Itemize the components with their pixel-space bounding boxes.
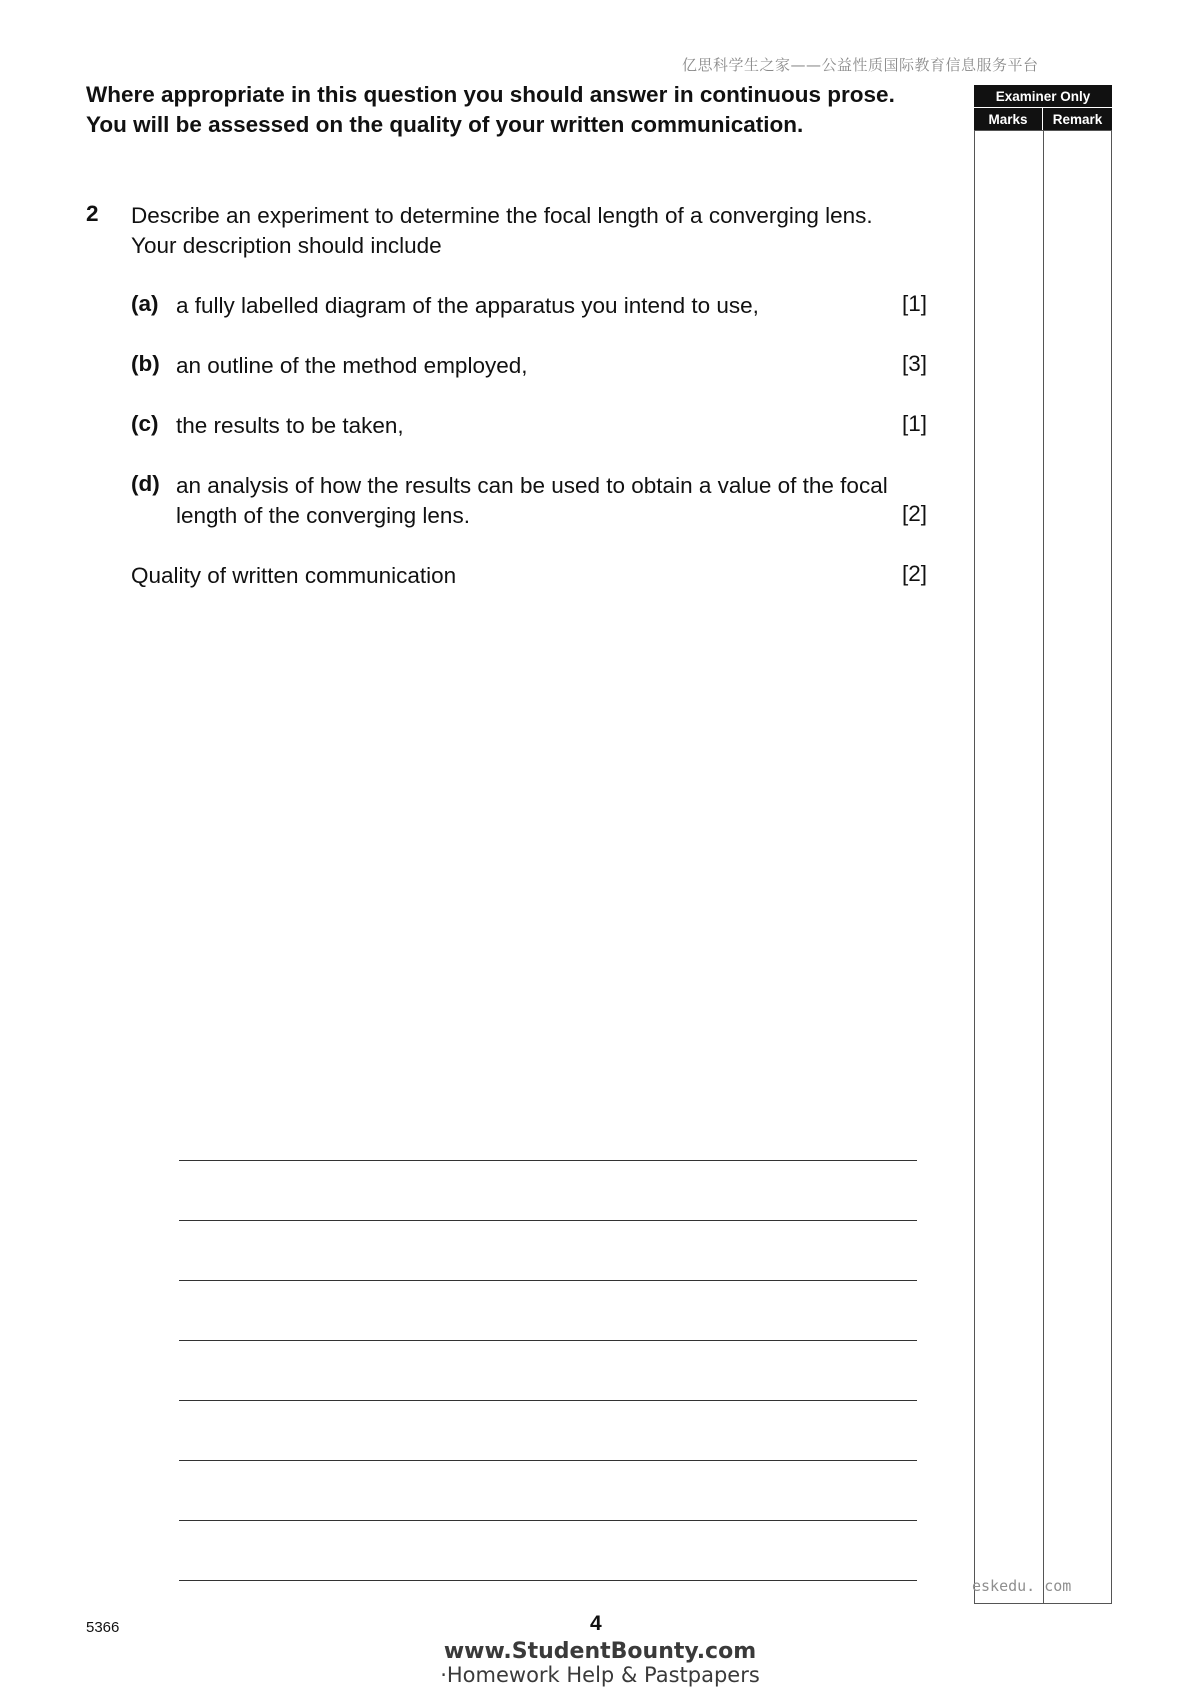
answer-line[interactable] [179,1400,917,1401]
quality-text: Quality of written communication [131,563,457,588]
part-c-letter: (c) [131,411,159,436]
paper-code: 5366 [86,1619,120,1636]
answer-line[interactable] [179,1340,917,1341]
part-a-mark: [1] [902,291,928,316]
marks-column-header: Marks [974,108,1042,130]
page-number: 4 [590,1612,602,1635]
answer-line[interactable] [179,1580,917,1581]
footer-url: www.StudentBounty.com [443,1639,757,1664]
top-watermark: 亿思科学生之家——公益性质国际教育信息服务平台 [682,56,1039,74]
answer-line[interactable] [179,1280,917,1281]
footer-brand [440,1640,760,1686]
answer-line[interactable] [179,1460,917,1461]
answer-line[interactable] [179,1160,917,1161]
site-watermark: eskedu. com [972,1577,1072,1595]
remark-column[interactable] [1043,130,1112,1604]
footer-tagline: ·Homework Help & Pastpapers [440,1663,760,1687]
part-b-text: an outline of the method employed, [176,353,528,378]
examiner-only-header: Examiner Only [974,85,1112,107]
part-b-mark: [3] [902,351,928,376]
part-a-letter: (a) [131,291,159,316]
answer-line[interactable] [179,1220,917,1221]
answer-line[interactable] [179,1520,917,1521]
question-intro: Describe an experiment to determine the focal length of a converging lens. Your description should include [131,203,873,258]
marks-column[interactable] [974,130,1044,1604]
part-b-letter: (b) [131,351,160,376]
part-a-text: a fully labelled diagram of the apparatus you intend to use, [176,293,759,318]
instruction-text: Where appropriate in this question you should answer in continuous prose. You will be assessed on the quality of your written communication. [86,82,895,137]
question-number: 2 [86,201,99,226]
part-c-text: the results to be taken, [176,413,404,438]
part-d-letter: (d) [131,471,160,496]
remark-column-header: Remark [1043,108,1112,130]
part-d-mark: [2] [902,501,928,526]
quality-mark: [2] [902,561,928,586]
part-c-mark: [1] [902,411,928,436]
part-d-text: an analysis of how the results can be used to obtain a value of the focal length of the converging lens. [176,473,888,528]
